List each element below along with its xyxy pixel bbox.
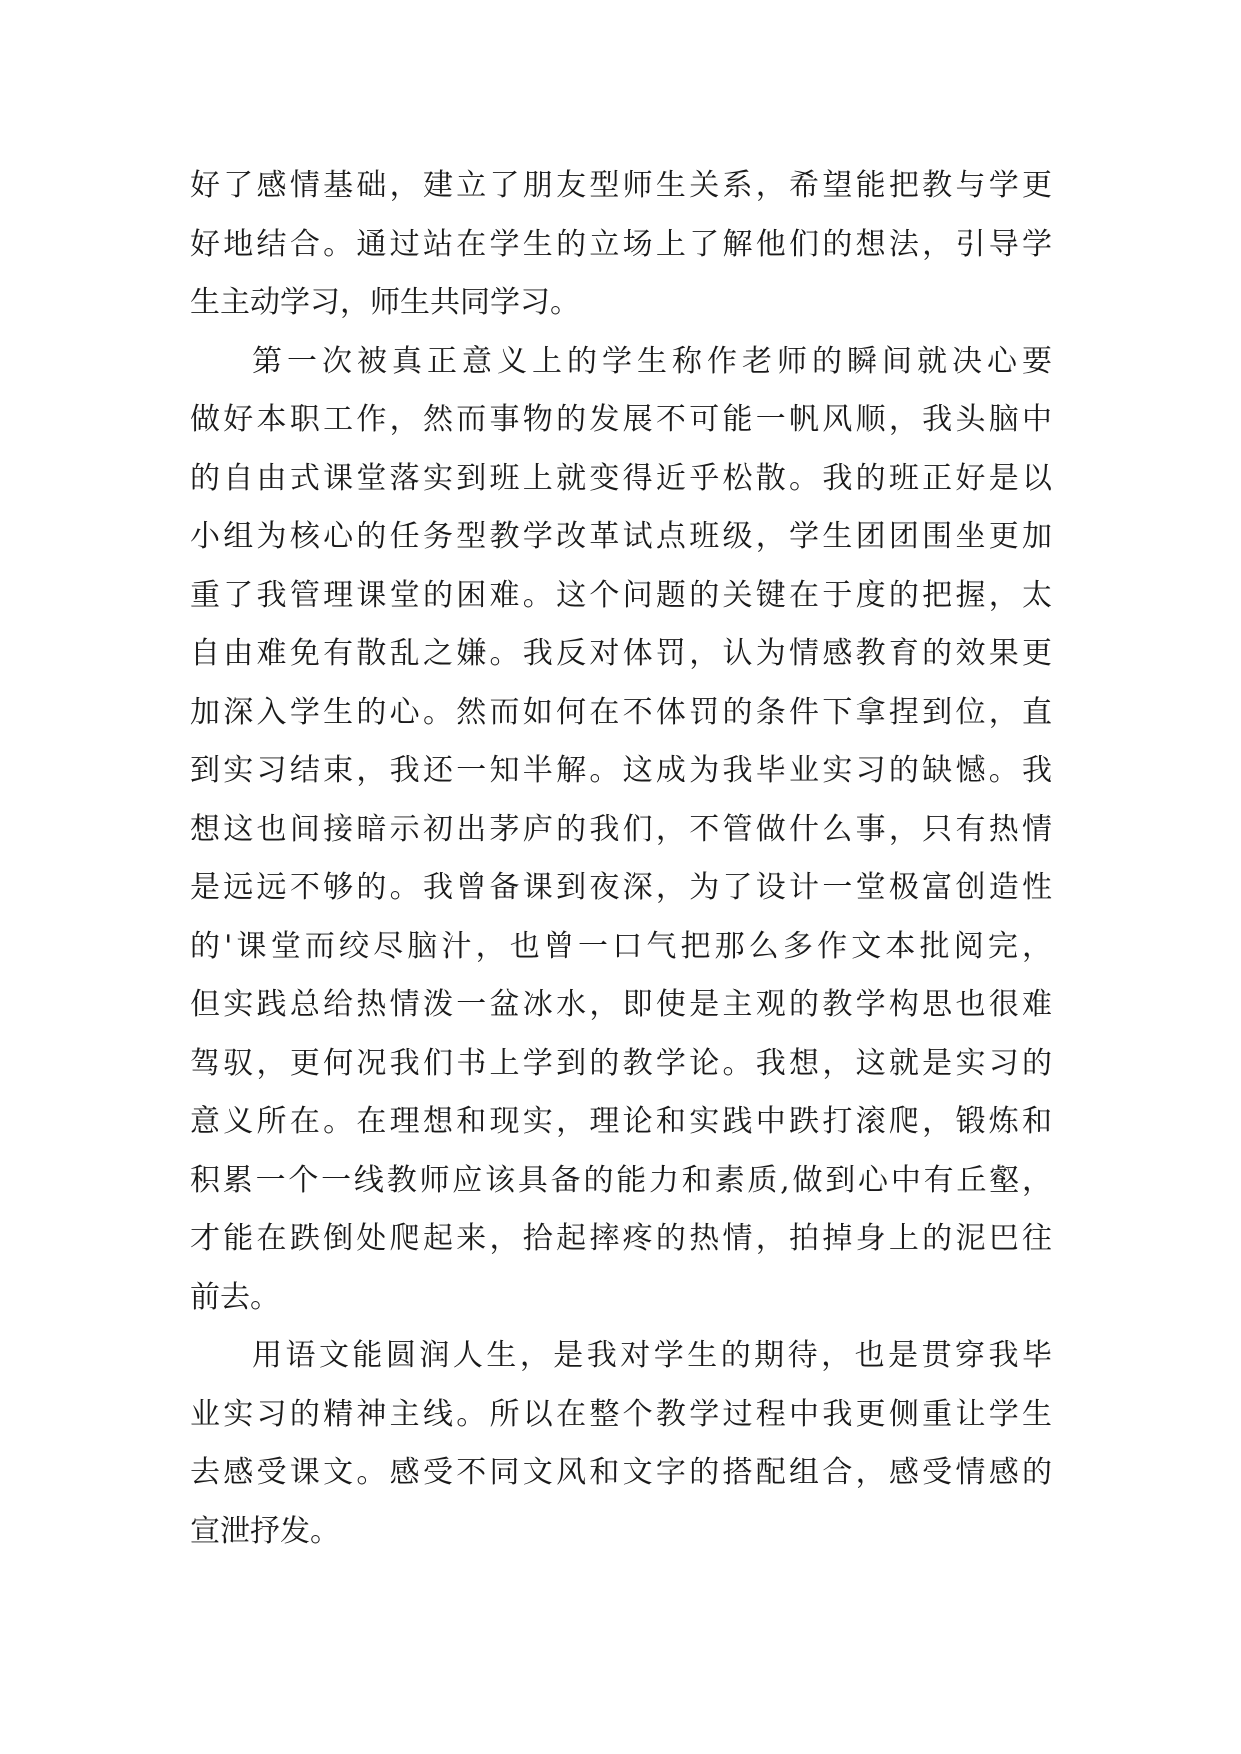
text-line: 用语文能圆润人生，是我对学生的期待，也是贯穿我毕 xyxy=(252,1338,1052,1373)
text-line: 小组为核心的任务型教学改革试点班级，学生团团围坐更加 xyxy=(190,519,1052,554)
text-line: 的'课堂而绞尽脑汁，也曾一口气把那么多作文本批阅完， xyxy=(190,928,1052,964)
body-text xyxy=(190,157,1052,1561)
text-line: 积累一个一线教师应该具备的能力和素质,做到心中有丘壑， xyxy=(190,1162,1052,1198)
text-line: 是远远不够的。我曾备课到夜深，为了设计一堂极富创造性 xyxy=(190,870,1052,905)
text-line: 业实习的精神主线。所以在整个教学过程中我更侧重让学生 xyxy=(190,1396,1052,1432)
paragraph-2 xyxy=(190,333,1052,1328)
text-line: 想这也间接暗示初出茅庐的我们，不管做什么事，只有热情 xyxy=(190,811,1052,847)
text-line: 但实践总给热情泼一盆冰水，即使是主观的教学构思也很难 xyxy=(190,987,1052,1022)
text-line: 意义所在。在理想和现实，理论和实践中跌打滚爬，锻炼和 xyxy=(190,1104,1052,1139)
text-line: 好地结合。通过站在学生的立场上了解他们的想法，引导学 xyxy=(190,226,1052,262)
text-line: 生主动学习，师生共同学习。 xyxy=(190,285,580,320)
text-line: 的自由式课堂落实到班上就变得近乎松散。我的班正好是以 xyxy=(190,460,1052,496)
text-line: 重了我管理课堂的困难。这个问题的关键在于度的把握，太 xyxy=(190,577,1052,613)
text-line: 好了感情基础，建立了朋友型师生关系，希望能把教与学更 xyxy=(190,168,1052,203)
text-line: 去感受课文。感受不同文风和文字的搭配组合，感受情感的 xyxy=(190,1455,1052,1490)
text-line: 做好本职工作，然而事物的发展不可能一帆风顺，我头脑中 xyxy=(190,402,1052,437)
text-line: 前去。 xyxy=(190,1279,280,1315)
text-line: 驾驭，更何况我们书上学到的教学论。我想，这就是实习的 xyxy=(190,1045,1052,1081)
text-line: 第一次被真正意义上的学生称作老师的瞬间就决心要 xyxy=(252,343,1052,379)
text-line: 加深入学生的心。然而如何在不体罚的条件下拿捏到位，直 xyxy=(190,694,1052,730)
paragraph-1 xyxy=(190,157,1052,333)
text-line: 到实习结束，我还一知半解。这成为我毕业实习的缺憾。我 xyxy=(190,753,1052,788)
paragraph-3 xyxy=(190,1327,1052,1561)
text-line: 自由难免有散乱之嫌。我反对体罚，认为情感教育的效果更 xyxy=(190,636,1052,671)
text-line: 才能在跌倒处爬起来，拾起摔疼的热情，拍掉身上的泥巴往 xyxy=(190,1221,1052,1256)
text-line: 宣泄抒发。 xyxy=(190,1513,340,1549)
